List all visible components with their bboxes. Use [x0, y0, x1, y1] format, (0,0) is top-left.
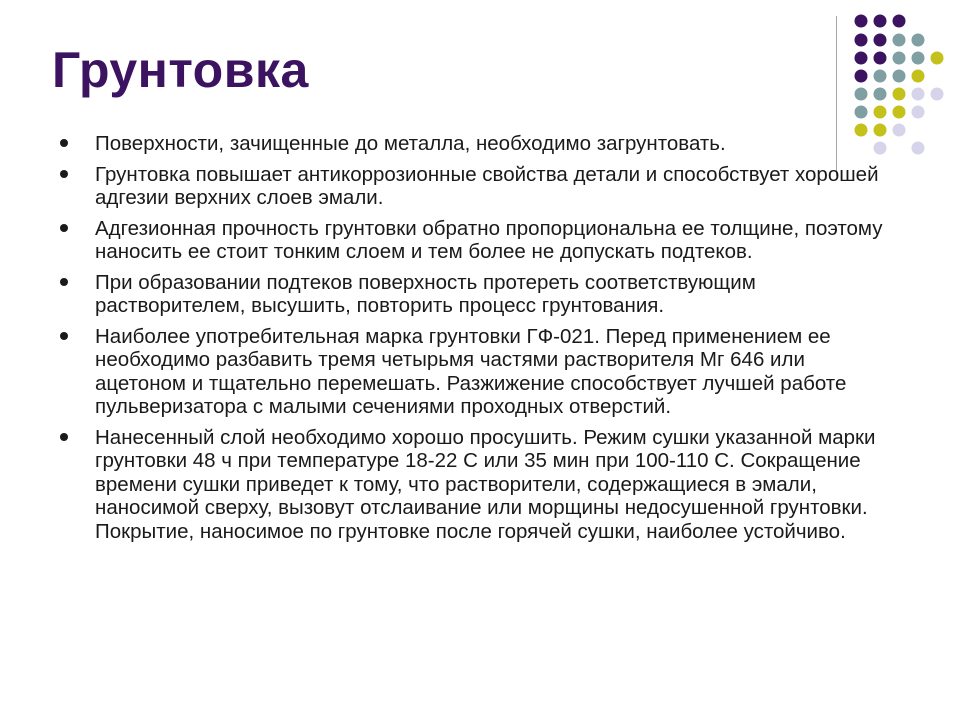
bullet-item — [60, 426, 900, 544]
decorative-dot — [912, 34, 925, 47]
decorative-dot — [893, 34, 906, 47]
bullet-item — [60, 325, 900, 419]
decorative-dot — [912, 142, 925, 155]
slide-title: Грунтовка — [52, 42, 309, 98]
bullet-item — [60, 271, 900, 318]
decorative-dot — [931, 52, 944, 65]
decorative-dot — [874, 106, 887, 119]
decorative-dot — [874, 15, 887, 28]
decorative-dot — [874, 52, 887, 65]
decorative-dot — [893, 106, 906, 119]
decorative-dot — [874, 70, 887, 83]
decorative-dot — [855, 34, 868, 47]
bullet-dot-icon — [60, 139, 68, 147]
bullet-dot-icon — [60, 332, 68, 340]
bullet-item — [60, 217, 900, 264]
decorative-dot — [893, 52, 906, 65]
bullet-text: Наиболее употребительная марка грунтовки ГФ-021. Перед применением ее необходимо разбавить тремя четырьмя частями растворителя Мг 646 или ацетоном и тщательно перемешать. Разжижение способствует лучшей работе пульверизатора с малыми сечениями проходных отверстий. — [95, 324, 847, 418]
bullet-text: Адгезионная прочность грунтовки обратно пропорциональна ее толщине, поэтому наносить ее стоит тонким слоем и тем более не допускать подтеков. — [95, 216, 883, 263]
decorative-dot — [912, 52, 925, 65]
bullet-text: Нанесенный слой необходимо хорошо просушить. Режим сушки указанной марки грунтовки 48 ч при температуре 18-22 С или 35 мин при 100-110 С. Сокращение времени сушки приведет к тому, что растворители, содержащиеся в эмали, наносимой сверху, вызовут отслаивание или морщины недосушенной грунтовки. Покрытие, наносимое по грунтовке после горячей сушки, наиболее устойчиво. — [95, 425, 876, 543]
decorative-dot — [855, 70, 868, 83]
decorative-dot — [855, 88, 868, 101]
decorative-dot — [855, 106, 868, 119]
decorative-dot — [931, 88, 944, 101]
decorative-dot — [855, 15, 868, 28]
bullet-text: Грунтовка повышает антикоррозионные свойства детали и способствует хорошей адгезии верхних слоев эмали. — [95, 162, 879, 209]
decorative-dot — [893, 70, 906, 83]
bullet-dot-icon — [60, 224, 68, 232]
bullet-dot-icon — [60, 278, 68, 286]
bullet-dot-icon — [60, 433, 68, 441]
decorative-dot — [912, 70, 925, 83]
decorative-dot — [874, 34, 887, 47]
bullet-text: Поверхности, зачищенные до металла, необходимо загрунтовать. — [95, 132, 726, 155]
bullet-dot-icon — [60, 170, 68, 178]
bullet-item — [60, 132, 900, 156]
decorative-dot — [855, 52, 868, 65]
decorative-dot — [893, 15, 906, 28]
decorative-dot — [893, 88, 906, 101]
bullet-item — [60, 163, 900, 210]
bullet-list — [60, 132, 900, 550]
decorative-dot — [912, 88, 925, 101]
decorative-dot — [874, 88, 887, 101]
decorative-dot — [912, 106, 925, 119]
bullet-text: При образовании подтеков поверхность протереть соответствующим растворителем, высушить, повторить процесс грунтования. — [95, 270, 756, 317]
